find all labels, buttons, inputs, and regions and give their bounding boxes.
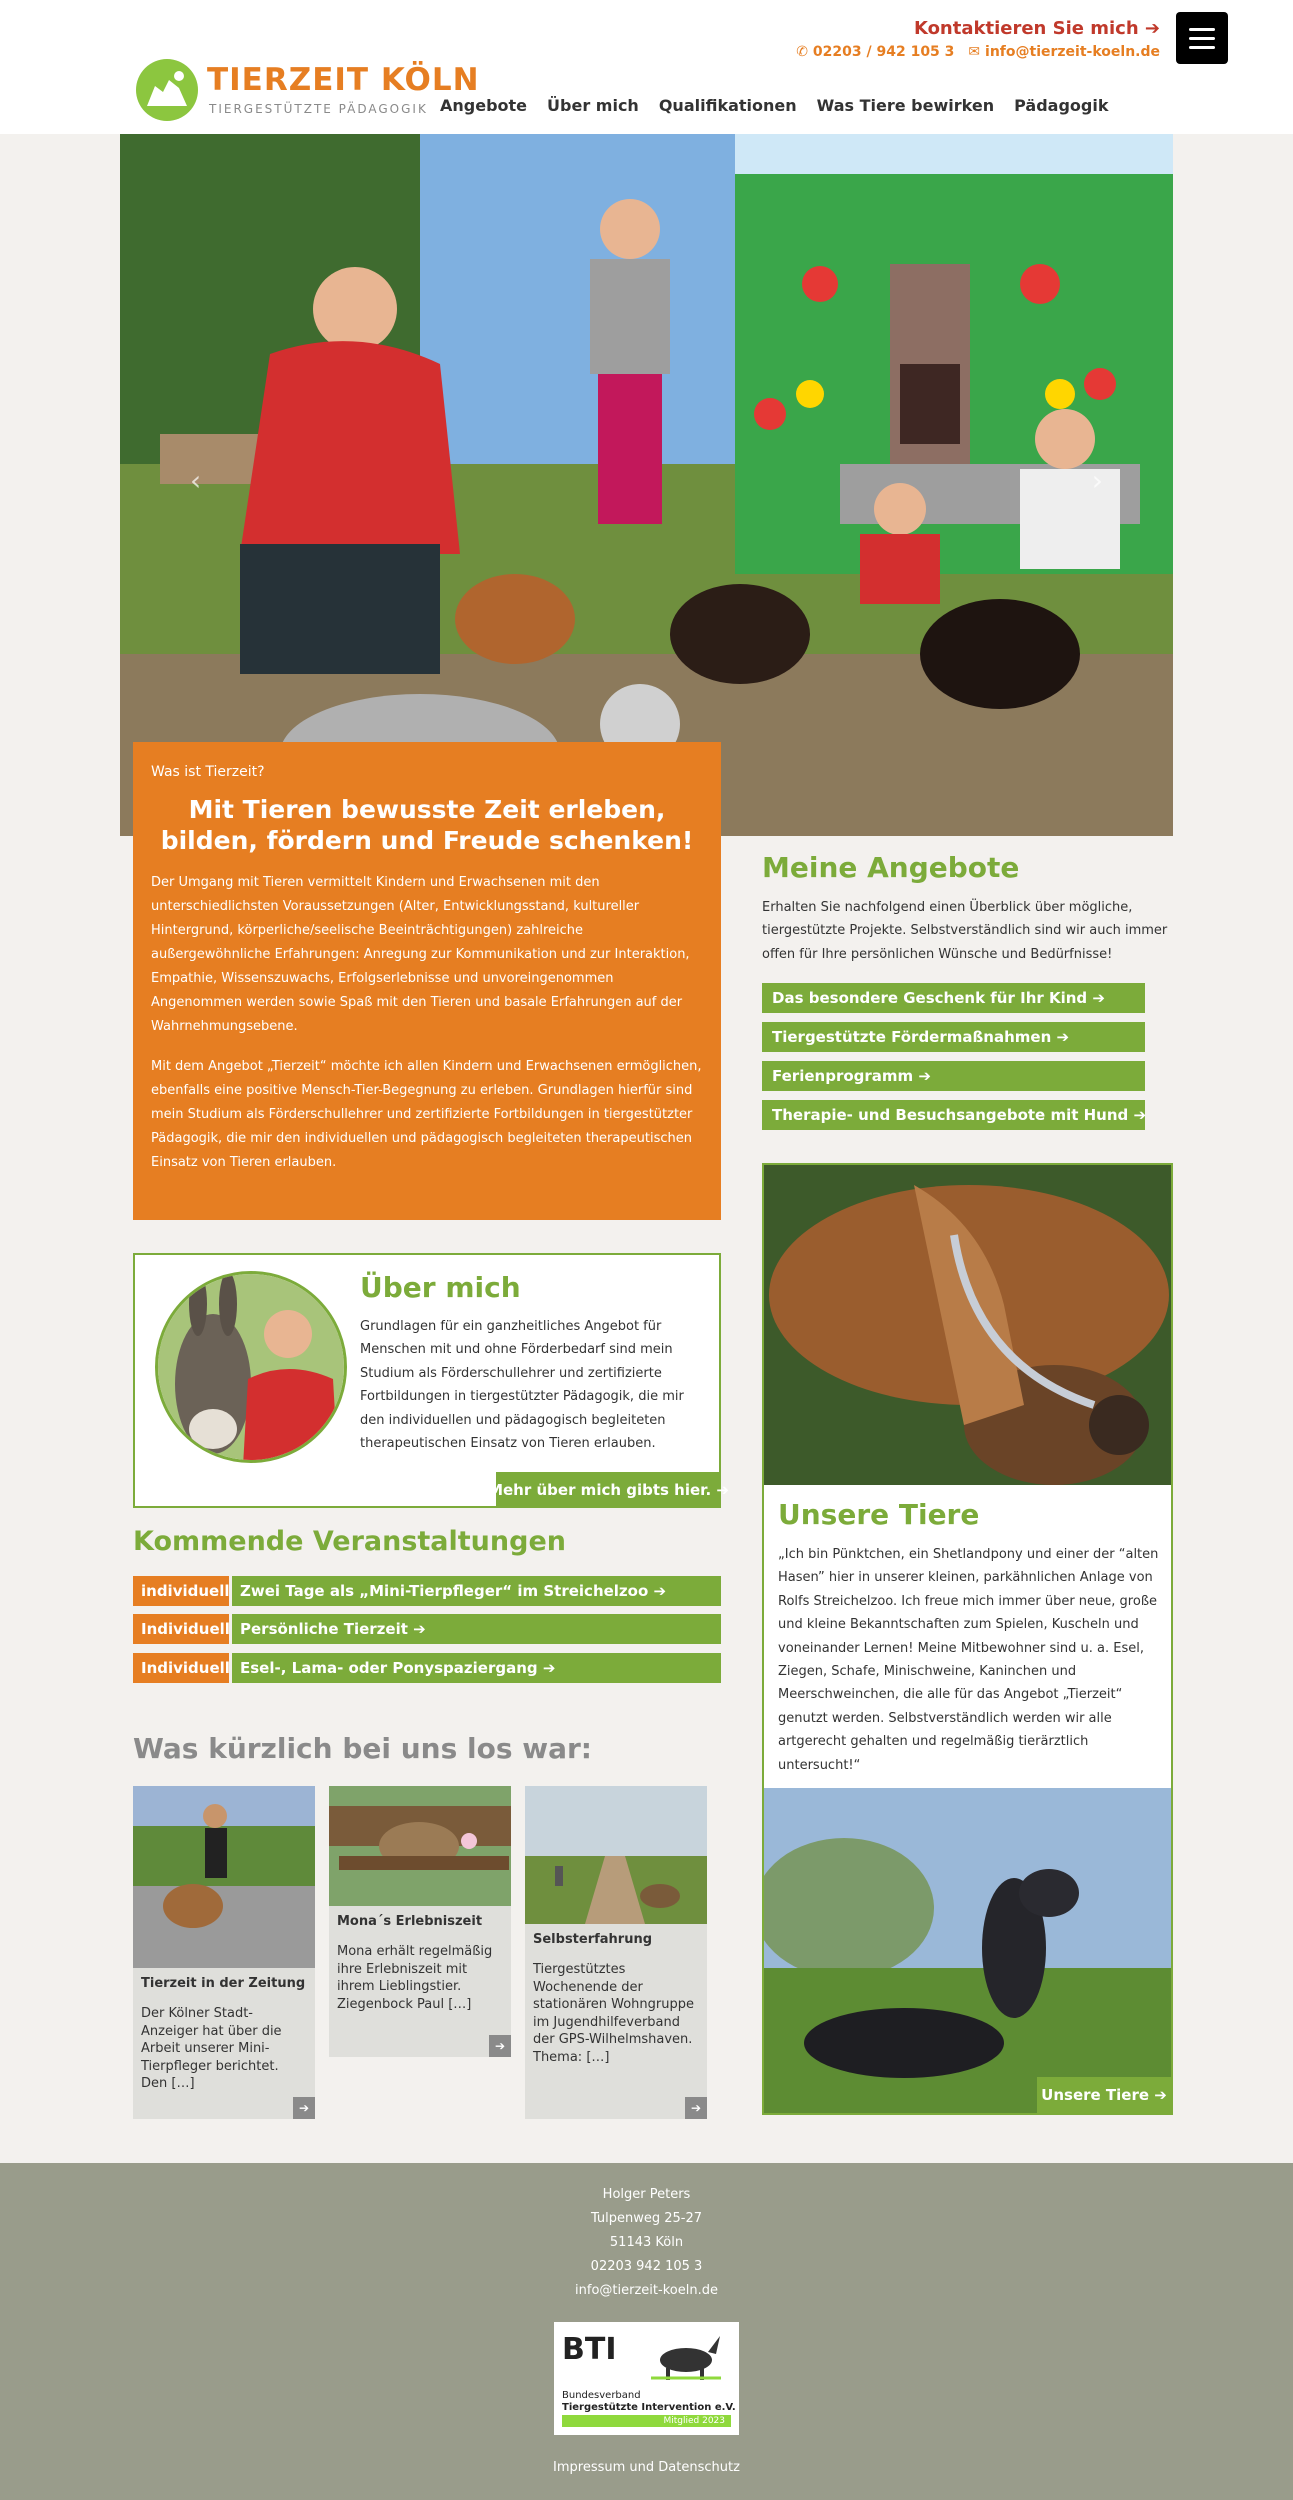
offer-button-hund[interactable]: Therapie- und Besuchsangebote mit Hund ➔: [762, 1100, 1145, 1130]
footer-city: 51143 Köln: [609, 2235, 684, 2250]
donkey-logo-icon: [646, 2330, 726, 2380]
email-address: info@tierzeit-koeln.de: [985, 44, 1160, 60]
recent-title: Was kürzlich bei uns los war:: [133, 1732, 593, 1765]
post-card[interactable]: [329, 1786, 511, 2057]
main-nav: [440, 96, 1108, 115]
nav-was-tiere-bewirken[interactable]: Was Tiere bewirken: [816, 96, 995, 115]
event-row[interactable]: [133, 1653, 721, 1683]
about-text: Grundlagen für ein ganzheitliches Angebot für Menschen mit und ohne Förderbedarf sind mein Studium als Förderschullehrer und zertifizierte Fortbildungen in tiergestützter Pädagogik, die mir den individuellen und pädagogisch begleiteten therapeutischen Einsatz von Tieren erlauben.: [360, 1319, 684, 1451]
phone-link[interactable]: [796, 44, 954, 60]
event-badge: Individuell: [133, 1653, 229, 1683]
menu-button[interactable]: [1176, 12, 1228, 64]
post-arrow-icon[interactable]: ➔: [293, 2097, 315, 2119]
about-avatar: [155, 1271, 347, 1463]
post-card[interactable]: [133, 1786, 315, 2119]
bti-logo-text: BTI: [562, 2332, 617, 2367]
nav-ueber-mich[interactable]: Über mich: [547, 96, 639, 115]
footer-name: Holger Peters: [602, 2187, 691, 2202]
nav-paedagogik[interactable]: Pädagogik: [1014, 96, 1109, 115]
menu-bar-icon: [1189, 37, 1215, 40]
footer-email[interactable]: info@tierzeit-koeln.de: [575, 2283, 718, 2298]
contact-info: [796, 44, 1160, 60]
about-card: [133, 1253, 729, 1508]
nav-qualifikationen[interactable]: Qualifikationen: [658, 96, 797, 115]
post-card[interactable]: [525, 1786, 707, 2119]
offer-button-ferienprogramm[interactable]: Ferienprogramm ➔: [762, 1061, 1145, 1091]
post-thumbnail: [329, 1786, 511, 1906]
site-footer: [0, 2163, 1293, 2500]
about-more-button[interactable]: Mehr über mich gibts hier. ➔: [496, 1472, 721, 1508]
hero-slider: [120, 134, 1173, 836]
post-title[interactable]: Selbsterfahrung: [533, 1932, 653, 1947]
intro-box: [133, 742, 721, 1220]
events-title: Kommende Veranstaltungen: [133, 1526, 566, 1557]
donkey-and-man-photo: [158, 1274, 347, 1463]
phone-number: 02203 / 942 105 3: [812, 44, 955, 60]
post-arrow-icon[interactable]: ➔: [489, 2035, 511, 2057]
nav-angebote[interactable]: Angebote: [440, 96, 528, 115]
intro-paragraph: Mit dem Angebot „Tierzeit“ möchte ich allen Kindern und Erwachsenen ermöglichen, ebenfalls eine positive Mensch-Tier-Begegnung zu erleben. Grundlagen hierfür sind mein Studium als Förderschullehrer und zertifizierte Fortbildungen in tiergestützter Pädagogik, die mir den individuellen und pädagogisch begleiteten therapeutischen Einsatz von Tieren erlauben.: [151, 1058, 702, 1171]
logo-subtitle: TIERGESTÜTZTE PÄDAGOGIK: [209, 102, 428, 116]
about-title: Über mich: [360, 1271, 521, 1304]
site-logo[interactable]: [133, 56, 480, 124]
dog-photo: [764, 1788, 1171, 2113]
post-arrow-icon[interactable]: ➔: [685, 2097, 707, 2119]
event-title[interactable]: Zwei Tage als „Mini-Tierpfleger“ im Streichelzoo ➔: [232, 1576, 721, 1606]
offer-button-geschenk[interactable]: Das besondere Geschenk für Ihr Kind ➔: [762, 983, 1145, 1013]
offer-button-foerdermassnahmen[interactable]: Tiergestützte Fördermaßnahmen ➔: [762, 1022, 1145, 1052]
animals-card: [762, 1163, 1173, 2115]
pony-photo: [764, 1165, 1171, 1485]
bti-line1: Bundesverband: [562, 2390, 641, 2401]
site-header: [0, 0, 1293, 134]
contact-link[interactable]: Kontaktieren Sie mich ➔: [913, 18, 1160, 39]
post-thumbnail: [525, 1786, 707, 1924]
slider-prev-arrow[interactable]: ‹: [190, 464, 202, 497]
bti-member-label: Mitglied 2023: [562, 2415, 731, 2427]
hero-photo: [120, 134, 1173, 836]
footer-address: [0, 2183, 1293, 2303]
post-thumbnail: [133, 1786, 315, 1968]
menu-bar-icon: [1189, 28, 1215, 31]
bti-member-badge[interactable]: [554, 2322, 739, 2435]
event-title[interactable]: Esel-, Lama- oder Ponyspaziergang ➔: [232, 1653, 721, 1683]
post-excerpt: Tiergestütztes Wochenende der stationären Wohngruppe im Jugendhilfeverband der GPS-Wilhelmshaven. Thema: […]: [533, 1962, 694, 2065]
event-badge: Individuell: [133, 1614, 229, 1644]
animals-button[interactable]: Unsere Tiere ➔: [1037, 2077, 1171, 2113]
intro-kicker: Was ist Tierzeit?: [151, 764, 265, 780]
post-title[interactable]: Mona´s Erlebniszeit: [337, 1914, 483, 1929]
envelope-icon: ✉: [968, 44, 986, 60]
post-title[interactable]: Tierzeit in der Zeitung: [141, 1976, 306, 1991]
post-excerpt: Der Kölner Stadt-Anzeiger hat über die Arbeit unserer Mini-Tierpfleger berichtet. Den […]: [141, 2006, 282, 2092]
menu-bar-icon: [1189, 46, 1215, 49]
event-badge: individuell: [133, 1576, 229, 1606]
logo-title: TIERZEIT KÖLN: [207, 62, 480, 98]
post-excerpt: Mona erhält regelmäßig ihre Erlebniszeit mit ihrem Lieblingstier. Ziegenbock Paul […]: [337, 1944, 493, 2012]
slider-next-arrow[interactable]: ›: [1091, 464, 1103, 497]
offers-title: Meine Angebote: [762, 851, 1020, 884]
event-row[interactable]: [133, 1576, 721, 1606]
logo-emblem-icon: [133, 56, 201, 124]
offers-text: Erhalten Sie nachfolgend einen Überblick über mögliche, tiergestützte Projekte. Selbstverständlich sind wir auch immer offen für Ihre persönlichen Wünsche und Bedürfnisse!: [762, 900, 1168, 962]
phone-icon: ✆: [796, 44, 813, 60]
footer-street: Tulpenweg 25-27: [590, 2211, 703, 2226]
imprint-link[interactable]: Impressum und Datenschutz: [553, 2460, 740, 2475]
animals-text: „Ich bin Pünktchen, ein Shetlandpony und einer der “alten Hasen” hier in unserer kleinen, parkähnlichen Anlage von Rolfs Streichelzoo. Ich freue mich immer über neue, große und kleine Bekanntschaften zum Spielen, Kuscheln und voneinander Lernen! Meine Mitbewohner sind u. a. Esel, Ziegen, Schafe, Minischweine, Kaninchen und Meerschweinchen, die alle für das Angebot „Tierzeit“ genutzt werden. Selbstverständlich werden wir alle artgerecht gehalten und regelmäßig tierärztlich untersucht!“: [778, 1547, 1159, 1773]
event-title[interactable]: Persönliche Tierzeit ➔: [232, 1614, 721, 1644]
footer-phone[interactable]: 02203 942 105 3: [590, 2259, 703, 2274]
bti-line2: Tiergestützte Intervention e.V.: [562, 2402, 736, 2413]
intro-title: Mit Tieren bewusste Zeit erleben, bilden, fördern und Freude schenken!: [160, 795, 694, 856]
animals-title: Unsere Tiere: [778, 1498, 980, 1531]
intro-paragraph: Der Umgang mit Tieren vermittelt Kindern und Erwachsenen mit den unterschiedlichsten Voraussetzungen (Alter, Entwicklungsstand, kultureller Hintergrund, körperliche/seelische Beeinträchtigungen) zahlreiche außergewöhnliche Erfahrungen: Anregung zur Kommunikation und zur Interaktion, Empathie, Wissenszuwachs, Erfolgserlebnisse und unvoreingenommen Angenommen werden sowie Spaß mit den Tieren und basale Erfahrungen auf der Wahrnehmungsebene.: [151, 874, 690, 1034]
event-row[interactable]: [133, 1614, 721, 1644]
email-link[interactable]: [968, 44, 1160, 60]
